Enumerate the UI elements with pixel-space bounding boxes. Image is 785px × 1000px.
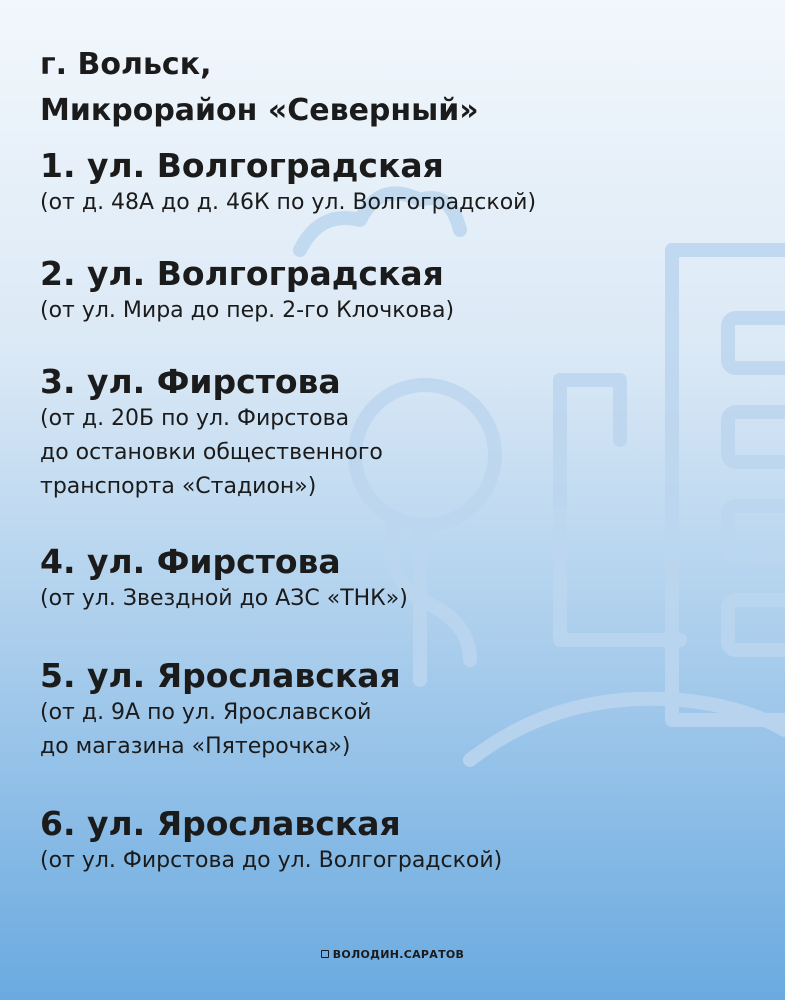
list-item: [40, 254, 454, 328]
item-description: (от д. 20Б по ул. Фирстова до остановки общественного транспорта «Стадион»): [40, 406, 383, 499]
title-line-district: Микрорайон «Северный»: [40, 93, 479, 128]
list-item: [40, 362, 383, 504]
list-item: [40, 656, 401, 764]
item-description: (от д. 48А до д. 46К по ул. Волгоградской): [40, 190, 537, 215]
list-item: [40, 146, 536, 220]
footer-brand: [0, 948, 785, 961]
main-content: [40, 42, 760, 873]
item-title: 2. ул. Волгоградская: [40, 254, 444, 293]
item-title: 4. ул. Фирстова: [40, 542, 341, 581]
item-title: 6. ул. Ярославская: [40, 804, 401, 843]
brand-square-icon: [321, 950, 329, 958]
item-description: (от д. 9А по ул. Ярославской до магазина «Пятерочка»): [40, 700, 372, 759]
item-description: (от ул. Фирстова до ул. Волгоградской): [40, 848, 503, 873]
page-title: [40, 42, 760, 134]
item-title: 3. ул. Фирстова: [40, 362, 341, 401]
item-description: (от ул. Мира до пер. 2-го Клочкова): [40, 298, 455, 323]
item-description: (от ул. Звездной до АЗС «ТНК»): [40, 586, 408, 611]
item-title: 5. ул. Ярославская: [40, 656, 401, 695]
title-line-city: г. Вольск,: [40, 47, 212, 82]
list-item: [40, 542, 408, 616]
list-item: [40, 804, 502, 878]
item-title: 1. ул. Волгоградская: [40, 146, 444, 185]
brand-label: ВОЛОДИН.САРАТОВ: [332, 948, 465, 961]
